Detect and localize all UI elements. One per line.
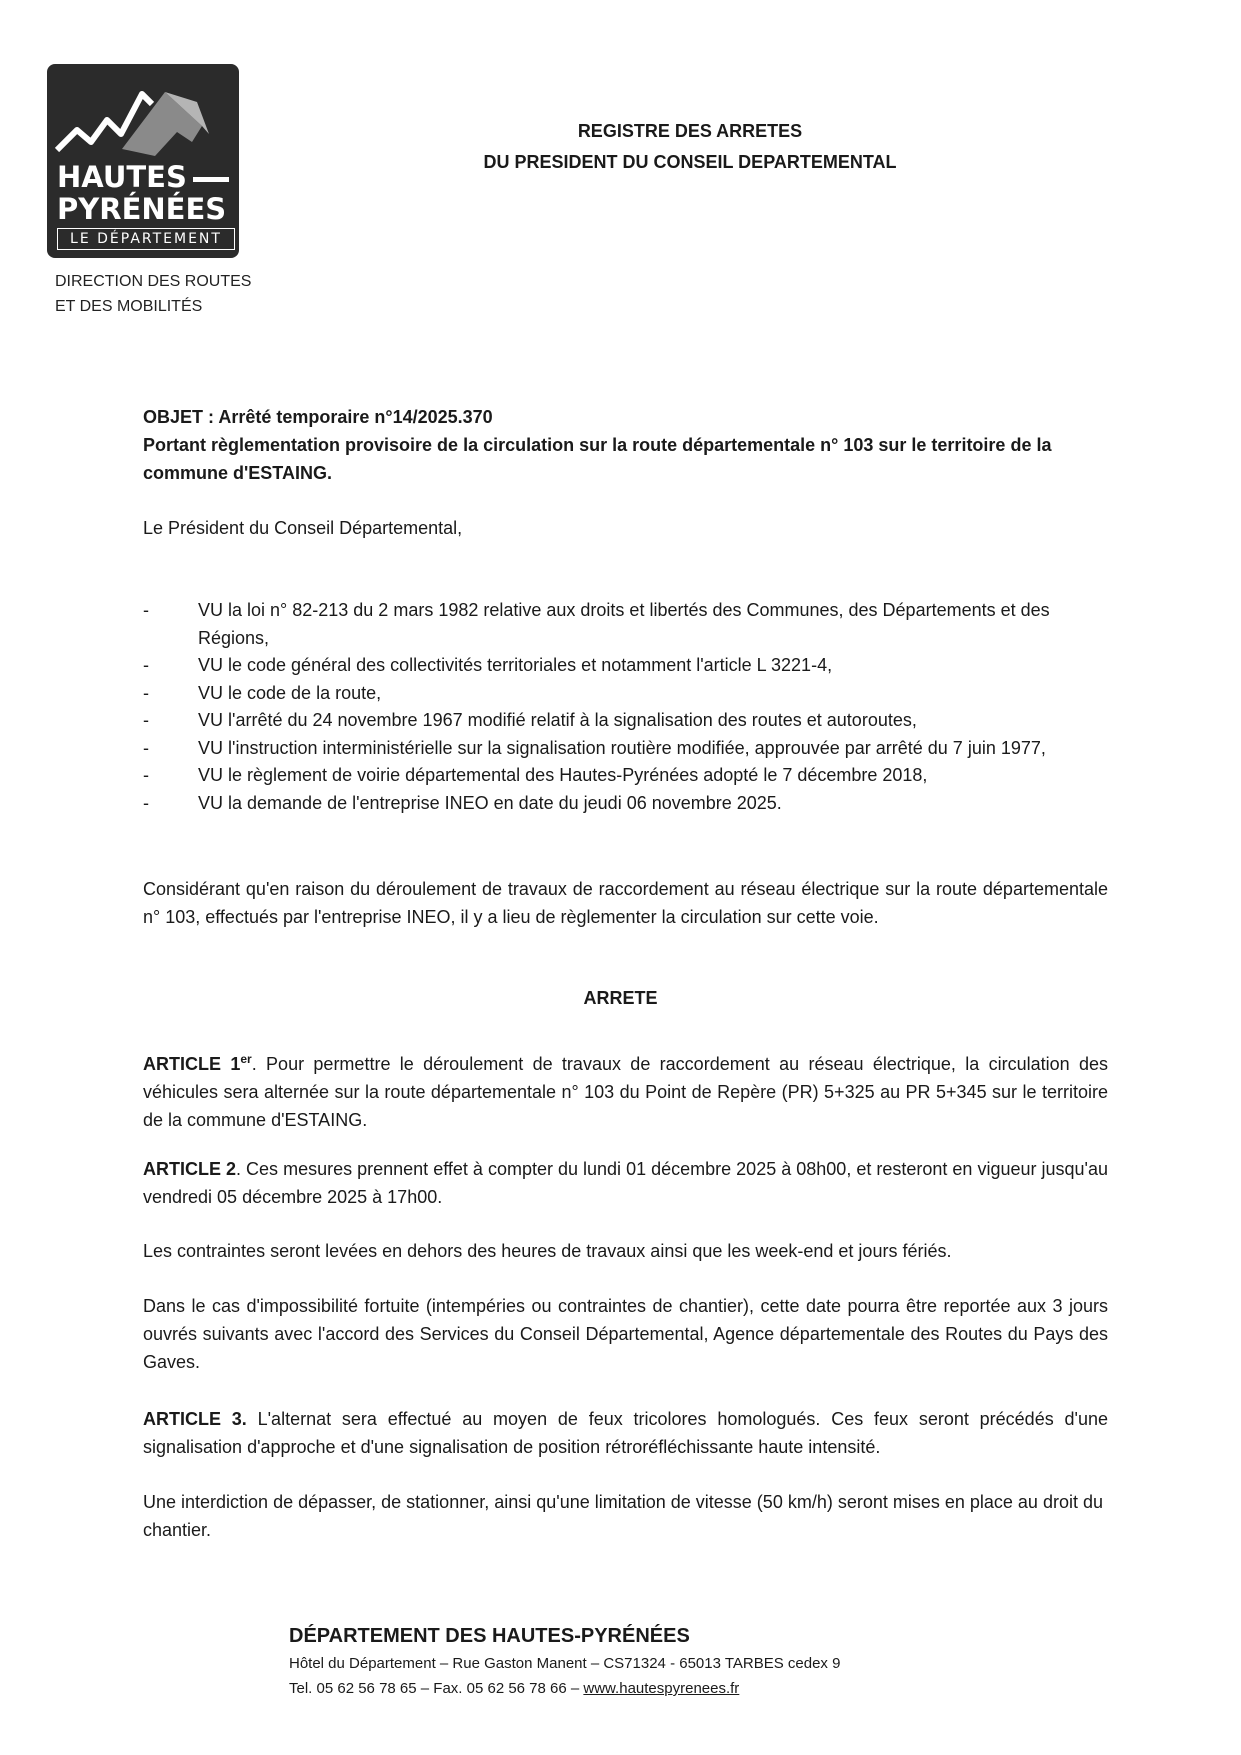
contraintes-paragraph: Les contraintes seront levées en dehors des heures de travaux ainsi que les week-end et jours fériés. <box>143 1241 952 1261</box>
footer-address: Hôtel du Département – Rue Gaston Manent – CS71324 - 65013 TARBES cedex 9 <box>289 1655 841 1672</box>
president-salutation: Le Président du Conseil Départemental, <box>143 518 463 538</box>
article-1 <box>143 1045 1108 1134</box>
direction-label <box>55 269 251 319</box>
article-1-sup: er <box>240 1052 252 1066</box>
header-line-2: DU PRESIDENT DU CONSEIL DEPARTEMENTAL <box>483 152 897 172</box>
bullet-dash: - <box>143 682 149 703</box>
footer-contact <box>289 1676 989 1701</box>
article-2-label: ARTICLE 2 <box>143 1159 237 1179</box>
department-logo <box>47 64 239 258</box>
impossibilite-paragraph: Dans le cas d'impossibilité fortuite (intempéries ou contraintes de chantier), cette date pourra être reportée aux 3 jours ouvrés suivants avec l'accord des Services du Conseil Départemental, Agence départementale des Routes du Pays des Gaves. <box>143 1296 1108 1372</box>
direction-line-2: ET DES MOBILITÉS <box>55 298 203 315</box>
register-header <box>420 116 960 178</box>
article-2 <box>143 1155 1108 1211</box>
footer <box>289 1621 989 1701</box>
direction-line-1: DIRECTION DES ROUTES <box>55 273 252 290</box>
logo-band: LE DÉPARTEMENT <box>57 228 235 250</box>
list-item: - VU le règlement de voirie départemental des Hautes-Pyrénées adopté le 7 décembre 2018, <box>143 762 1123 790</box>
article-3 <box>143 1405 1108 1461</box>
header-line-1: REGISTRE DES ARRETES <box>577 121 803 141</box>
arrete-heading: ARRETE <box>583 988 658 1008</box>
bullet-dash: - <box>143 710 149 730</box>
considerant-paragraph: Considérant qu'en raison du déroulement de travaux de raccordement au réseau électrique sur la route départementale n° 103, effectués par l'entreprise INEO, il y a lieu de règlementer la circulation sur cette voie. <box>143 879 1108 927</box>
bullet-dash: - <box>143 655 149 675</box>
objet-title: OBJET : Arrêté temporaire n°14/2025.370 <box>143 407 493 427</box>
list-item: - VU le code de la route, <box>143 680 1123 708</box>
bullet-dash: - <box>143 765 149 785</box>
list-item: - VU le code général des collectivités territoriales et notamment l'article L 3221-4, <box>143 652 1123 680</box>
article-1-label: ARTICLE 1 <box>143 1054 241 1074</box>
list-item: - VU l'arrêté du 24 novembre 1967 modifié relatif à la signalisation des routes et autoroutes, <box>143 707 1123 735</box>
list-item: - VU la demande de l'entreprise INEO en date du jeudi 06 novembre 2025. <box>143 790 1123 818</box>
article-1-text: . Pour permettre le déroulement de travaux de raccordement au réseau électrique, la circulation des véhicules sera alternée sur la route départementale n° 103 du Point de Repère (PR) 5+325 au PR 5+345 sur le territoire de la commune d'ESTAING. <box>143 1054 1108 1130</box>
bullet-dash: - <box>143 600 149 620</box>
list-item: - VU la loi n° 82-213 du 2 mars 1982 relative aux droits et libertés des Communes, des Départements et des Régions, <box>143 597 1123 652</box>
article-3-label: ARTICLE 3. <box>143 1409 247 1429</box>
footer-phone: Tel. 05 62 56 78 65 – Fax. 05 62 56 78 66 – <box>289 1680 584 1697</box>
logo-dash <box>193 177 229 182</box>
article-3-text: L'alternat sera effectué au moyen de feux tricolores homologués. Ces feux seront précédés d'une signalisation d'approche et d'une signalisation de position rétroréfléchissante haute intensité. <box>143 1409 1108 1457</box>
bullet-dash: - <box>143 737 149 758</box>
logo-text-pyrenees: PYRÉNÉES <box>57 192 227 226</box>
website-link[interactable]: www.hautespyrenees.fr <box>583 1680 740 1697</box>
objet-block <box>143 403 1108 487</box>
logo-text-hautes: HAUTES <box>57 160 187 194</box>
bullet-dash: - <box>143 792 149 813</box>
vu-list <box>143 597 1123 817</box>
objet-description: Portant règlementation provisoire de la circulation sur la route départementale n° 103 sur le territoire de la commune d'ESTAING. <box>143 435 1052 483</box>
interdiction-paragraph: Une interdiction de dépasser, de stationner, ainsi qu'une limitation de vitesse (50 km/h) seront mises en place au droit du chantier. <box>143 1492 1103 1540</box>
article-2-text: . Ces mesures prennent effet à compter du lundi 01 décembre 2025 à 08h00, et resteront en vigueur jusqu'au vendredi 05 décembre 2025 à 17h00. <box>143 1159 1108 1207</box>
footer-title: DÉPARTEMENT DES HAUTES-PYRÉNÉES <box>289 1625 690 1647</box>
list-item: - VU l'instruction interministérielle sur la signalisation routière modifiée, approuvée par arrêté du 7 juin 1977, <box>143 735 1123 763</box>
